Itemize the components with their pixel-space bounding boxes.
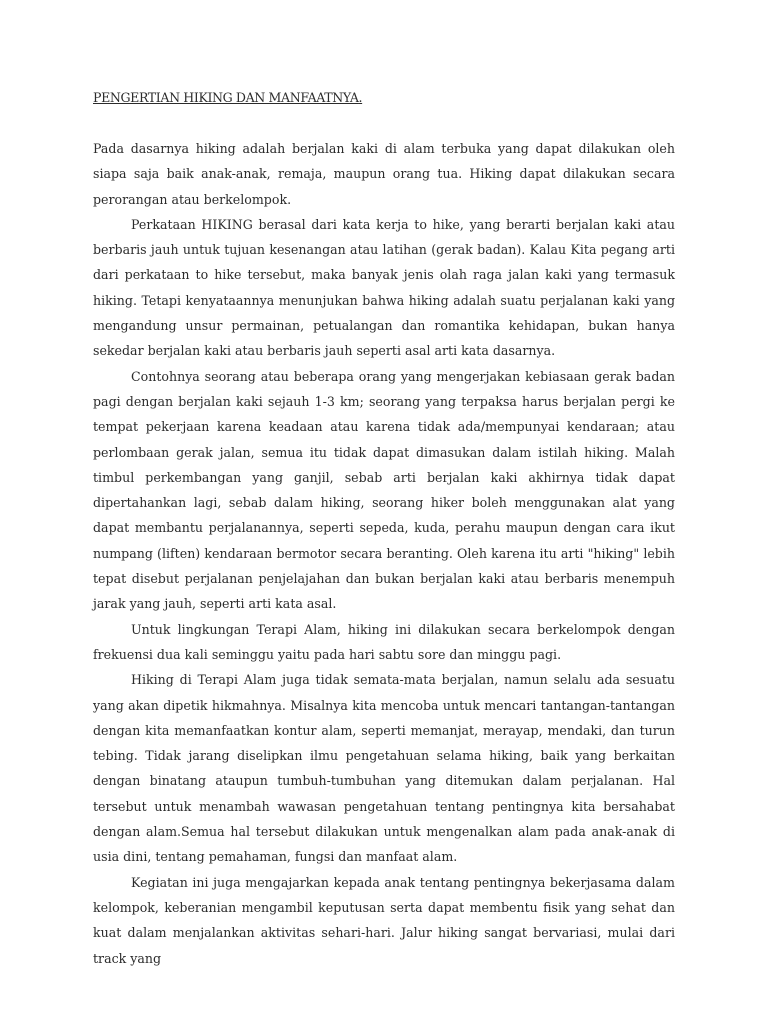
- paragraph-examples: Contohnya seorang atau beberapa orang yang mengerjakan kebiasaan gerak badan pagi dengan berjalan kaki sejauh 1-3 km; seorang yang terpaksa harus berjalan pergi ke tempat pekerjaan karena keadaan atau karena tidak ada/mempunyai kendaraan; atau perlombaan gerak jalan, semua itu tidak dapat dimasukan dalam istilah hiking. Malah timbul perkembangan yang ganjil, sebab arti berjalan kaki akhirnya tidak dapat dipertahankan lagi, sebab dalam hiking, seorang hiker boleh menggunakan alat yang dapat membantu perjalanannya, seperti sepeda, kuda, perahu maupun dengan cara ikut numpang (liften) kendaraan bermotor secara beranting. Oleh karena itu arti "hiking" lebih tepat disebut perjalanan penjelajahan dan bukan berjalan kaki atau berbaris menempuh jarak yang jauh, seperti arti kata asal.: [93, 368, 675, 612]
- title-suffix: .: [358, 90, 363, 105]
- title-text: PENGERTIAN HIKING DAN MANFAATNYA: [93, 90, 359, 105]
- document-body: [93, 85, 675, 971]
- paragraph-hikmah: Hiking di Terapi Alam juga tidak semata-mata berjalan, namun selalu ada sesuatu yang akan dipetik hikmahnya. Misalnya kita mencoba untuk mencari tantangan-tantangan dengan kita memanfaatkan kontur alam, seperti memanjat, merayap, mendaki, dan turun tebing. Tidak jarang diselipkan ilmu pengetahuan selama hiking, baik yang berkaitan dengan binatang ataupun tumbuh-tumbuhan yang ditemukan dalam perjalanan. Hal tersebut untuk menambah wawasan pengetahuan tentang pentingnya kita bersahabat dengan alam.Semua hal tersebut dilakukan untuk mengenalkan alam pada anak-anak di usia dini, tentang pemahaman, fungsi dan manfaat alam.: [93, 672, 675, 865]
- paragraph-kegiatan: Kegiatan ini juga mengajarkan kepada anak tentang pentingnya bekerjasama dalam kelompok, keberanian mengambil keputusan serta dapat membentu fisik yang sehat dan kuat dalam menjalankan aktivitas sehari-hari. Jalur hiking sangat bervariasi, mulai dari track yang: [93, 874, 675, 966]
- document-title: [93, 85, 675, 110]
- paragraph-intro: Pada dasarnya hiking adalah berjalan kaki di alam terbuka yang dapat dilakukan oleh siapa saja baik anak-anak, remaja, maupun orang tua. Hiking dapat dilakukan secara perorangan atau berkelompok.: [93, 141, 675, 207]
- paragraph-definition: Perkataan HIKING berasal dari kata kerja to hike, yang berarti berjalan kaki atau berbaris jauh untuk tujuan kesenangan atau latihan (gerak badan). Kalau Kita pegang arti dari perkataan to hike tersebut, maka banyak jenis olah raga jalan kaki yang termasuk hiking. Tetapi kenyataannya menunjukan bahwa hiking adalah suatu perjalanan kaki yang mengandung unsur permainan, petualangan dan romantika kehidapan, bukan hanya sekedar berjalan kaki atau berbaris jauh seperti asal arti kata dasarnya.: [93, 216, 675, 359]
- paragraph-terapi-alam: Untuk lingkungan Terapi Alam, hiking ini dilakukan secara berkelompok dengan frekuensi dua kali seminggu yaitu pada hari sabtu sore dan minggu pagi.: [93, 621, 675, 662]
